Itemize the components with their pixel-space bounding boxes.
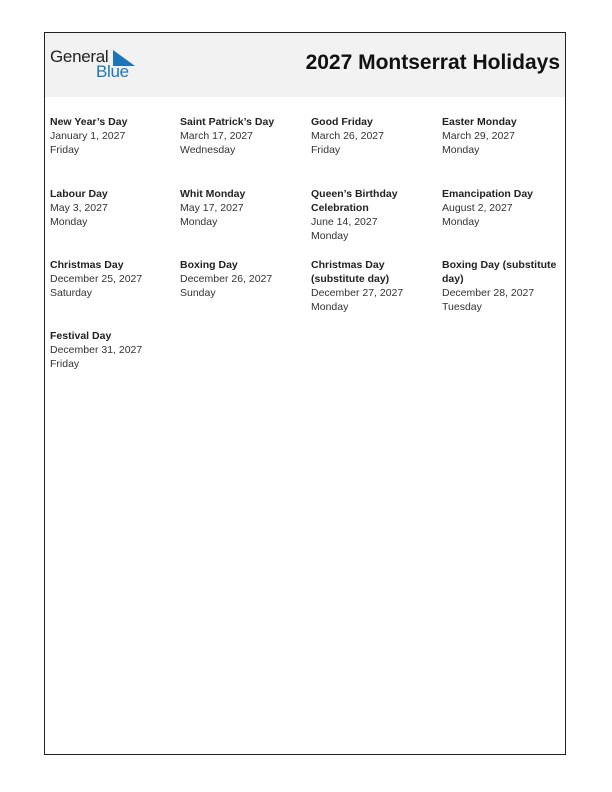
- holiday-item: [180, 187, 305, 229]
- holiday-item: [180, 258, 305, 300]
- holiday-weekday: Friday: [311, 144, 341, 156]
- holiday-item: [50, 329, 175, 371]
- holiday-date: December 28, 2027: [442, 287, 535, 299]
- holiday-date: August 2, 2027: [442, 202, 513, 214]
- holiday-item: [50, 258, 175, 300]
- holiday-item: [311, 115, 436, 157]
- holiday-name: Good Friday: [311, 116, 373, 128]
- page-title: 2027 Montserrat Holidays: [305, 51, 560, 74]
- holiday-weekday: Wednesday: [180, 144, 236, 156]
- holiday-name: Emancipation Day: [442, 188, 534, 200]
- holiday-date: March 29, 2027: [442, 130, 515, 142]
- holiday-weekday: Monday: [311, 230, 349, 242]
- header: [45, 33, 565, 97]
- holiday-name: Labour Day: [50, 188, 108, 200]
- holiday-name: Boxing Day: [180, 259, 238, 271]
- holiday-weekday: Friday: [50, 358, 80, 370]
- holiday-date: May 3, 2027: [50, 202, 108, 214]
- holiday-date: December 25, 2027: [50, 273, 143, 285]
- holiday-item: [442, 258, 567, 314]
- holiday-item: [50, 187, 175, 229]
- holiday-item: [50, 115, 175, 157]
- holiday-weekday: Saturday: [50, 287, 93, 299]
- holiday-name: Boxing Day (substitute day): [442, 259, 557, 285]
- holiday-weekday: Friday: [50, 144, 80, 156]
- holiday-date: December 27, 2027: [311, 287, 404, 299]
- holiday-weekday: Monday: [180, 216, 218, 228]
- page-frame: [44, 32, 566, 755]
- holiday-date: May 17, 2027: [180, 202, 244, 214]
- holiday-item: [442, 187, 567, 229]
- holiday-date: March 26, 2027: [311, 130, 384, 142]
- holiday-weekday: Monday: [442, 144, 480, 156]
- holiday-item: [311, 187, 436, 243]
- logo-general-text: General: [50, 47, 109, 66]
- holiday-item: [180, 115, 305, 157]
- holiday-date: June 14, 2027: [311, 216, 378, 228]
- holiday-date: December 26, 2027: [180, 273, 273, 285]
- holiday-name: New Year’s Day: [50, 116, 128, 128]
- holiday-name: Festival Day: [50, 330, 112, 342]
- holiday-name: Christmas Day: [50, 259, 124, 271]
- holiday-weekday: Sunday: [180, 287, 216, 299]
- logo-blue-text: Blue: [96, 62, 129, 81]
- holiday-date: January 1, 2027: [50, 130, 126, 142]
- holiday-date: March 17, 2027: [180, 130, 253, 142]
- holiday-item: [311, 258, 436, 314]
- holiday-weekday: Monday: [50, 216, 88, 228]
- holiday-name: Easter Monday: [442, 116, 517, 128]
- holiday-name: Saint Patrick’s Day: [180, 116, 275, 128]
- holiday-name: Christmas Day (substitute day): [311, 259, 390, 285]
- holiday-date: December 31, 2027: [50, 344, 143, 356]
- holiday-weekday: Monday: [442, 216, 480, 228]
- holiday-name: Whit Monday: [180, 188, 246, 200]
- holiday-name: Queen’s Birthday Celebration: [311, 188, 398, 214]
- holiday-weekday: Monday: [311, 301, 349, 313]
- holiday-weekday: Tuesday: [442, 301, 482, 313]
- logo: [50, 47, 140, 87]
- holiday-item: [442, 115, 567, 157]
